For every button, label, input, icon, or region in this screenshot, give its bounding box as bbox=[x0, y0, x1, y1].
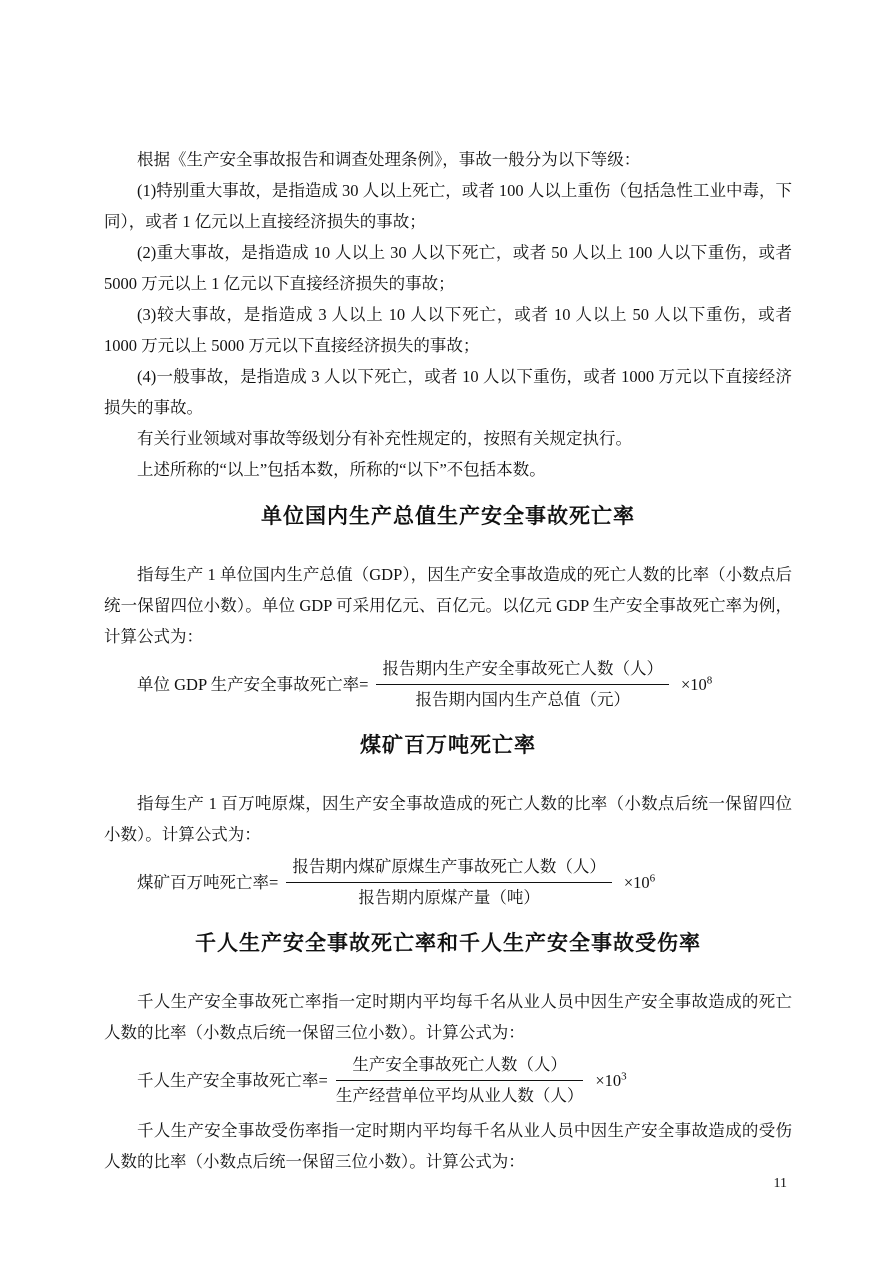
formula-multiplier-base: ×10 bbox=[680, 674, 707, 694]
intro-paragraph-general-accident: (4)一般事故，是指造成 3 人以下死亡，或者 10 人以下重伤，或者 1000 万元以下直接经济损失的事故。 bbox=[104, 367, 792, 417]
intro-paragraph-major-accident: (3)较大事故，是指造成 3 人以上 10 人以下死亡，或者 10 人以上 50 人以下重伤，或者 1000 万元以上 5000 万元以下直接经济损失的事故； bbox=[104, 305, 792, 355]
page-number: 11 bbox=[773, 1176, 787, 1191]
formula-multiplier-base: ×10 bbox=[595, 1070, 622, 1090]
formula-fraction bbox=[336, 1051, 584, 1110]
intro-paragraph-serious-accident: (2)重大事故，是指造成 10 人以上 30 人以下死亡，或者 50 人以上 100 人以下重伤，或者 5000 万元以上 1 亿元以下直接经济损失的事故； bbox=[104, 243, 792, 293]
section-paragraph-per-thousand-death-definition: 千人生产安全事故死亡率指一定时期内平均每千名从业人员中因生产安全事故造成的死亡人数的比率（小数点后统一保留三位小数）。计算公式为： bbox=[104, 992, 792, 1042]
formula-multiplier bbox=[624, 869, 655, 897]
formula-numerator: 报告期内煤矿原煤生产事故死亡人数（人） bbox=[286, 853, 612, 883]
intro-paragraph-extra-serious-accident: (1)特别重大事故，是指造成 30 人以上死亡，或者 100 人以上重伤（包括急性工业中毒，下同），或者 1 亿元以上直接经济损失的事故； bbox=[104, 181, 792, 231]
formula-denominator: 报告期内原煤产量（吨） bbox=[358, 888, 540, 907]
section-paragraph-unit-gdp-definition: 指每生产 1 单位国内生产总值（GDP），因生产安全事故造成的死亡人数的比率（小数点后统一保留四位小数）。单位 GDP 可采用亿元、百亿元。以亿元 GDP 生产安全事故死亡率为例，计算公式为： bbox=[104, 565, 792, 646]
formula-numerator: 报告期内生产安全事故死亡人数（人） bbox=[376, 655, 669, 685]
formula-numerator: 生产安全事故死亡人数（人） bbox=[336, 1051, 584, 1081]
formula-label: 煤矿百万吨死亡率= bbox=[137, 872, 279, 892]
formula-multiplier bbox=[595, 1067, 626, 1095]
formula-multiplier-exponent: 6 bbox=[649, 872, 656, 884]
intro-paragraph-industry-supplement: 有关行业领域对事故等级划分有补充性规定的，按照有关规定执行。 bbox=[137, 429, 632, 448]
document-content bbox=[104, 144, 792, 1177]
formula-fraction bbox=[376, 655, 669, 714]
intro-paragraph-inclusive-note: 上述所称的“以上”包括本数，所称的“以下”不包括本数。 bbox=[137, 460, 546, 479]
formula-fraction bbox=[286, 853, 612, 912]
formula-multiplier-base: ×10 bbox=[623, 872, 650, 892]
section-heading-per-thousand-rates: 千人生产安全事故死亡率和千人生产安全事故受伤率 bbox=[195, 931, 701, 955]
section-paragraph-coal-mine-definition: 指每生产 1 百万吨原煤，因生产安全事故造成的死亡人数的比率（小数点后统一保留四位小数）。计算公式为： bbox=[104, 794, 792, 844]
formula-denominator: 报告期内国内生产总值（元） bbox=[415, 690, 630, 709]
formula-label: 千人生产安全事故死亡率= bbox=[137, 1070, 328, 1090]
formula-coal-mine-death-rate bbox=[104, 853, 792, 912]
section-heading-unit-gdp-death-rate: 单位国内生产总值生产安全事故死亡率 bbox=[261, 504, 635, 528]
section-paragraph-per-thousand-injury-definition: 千人生产安全事故受伤率指一定时期内平均每千名从业人员中因生产安全事故造成的受伤人数的比率（小数点后统一保留三位小数）。计算公式为： bbox=[104, 1121, 792, 1171]
formula-unit-gdp-death-rate bbox=[104, 655, 792, 714]
formula-multiplier-exponent: 8 bbox=[706, 674, 713, 686]
formula-label: 单位 GDP 生产安全事故死亡率= bbox=[137, 674, 369, 694]
formula-multiplier-exponent: 3 bbox=[621, 1070, 627, 1082]
formula-multiplier bbox=[681, 671, 712, 699]
intro-paragraph-accident-grades: 根据《生产安全事故报告和调查处理条例》，事故一般分为以下等级： bbox=[137, 150, 641, 169]
section-heading-coal-mine-death-rate: 煤矿百万吨死亡率 bbox=[360, 733, 536, 757]
formula-per-thousand-death-rate bbox=[104, 1051, 792, 1110]
formula-denominator: 生产经营单位平均从业人数（人） bbox=[335, 1086, 584, 1105]
